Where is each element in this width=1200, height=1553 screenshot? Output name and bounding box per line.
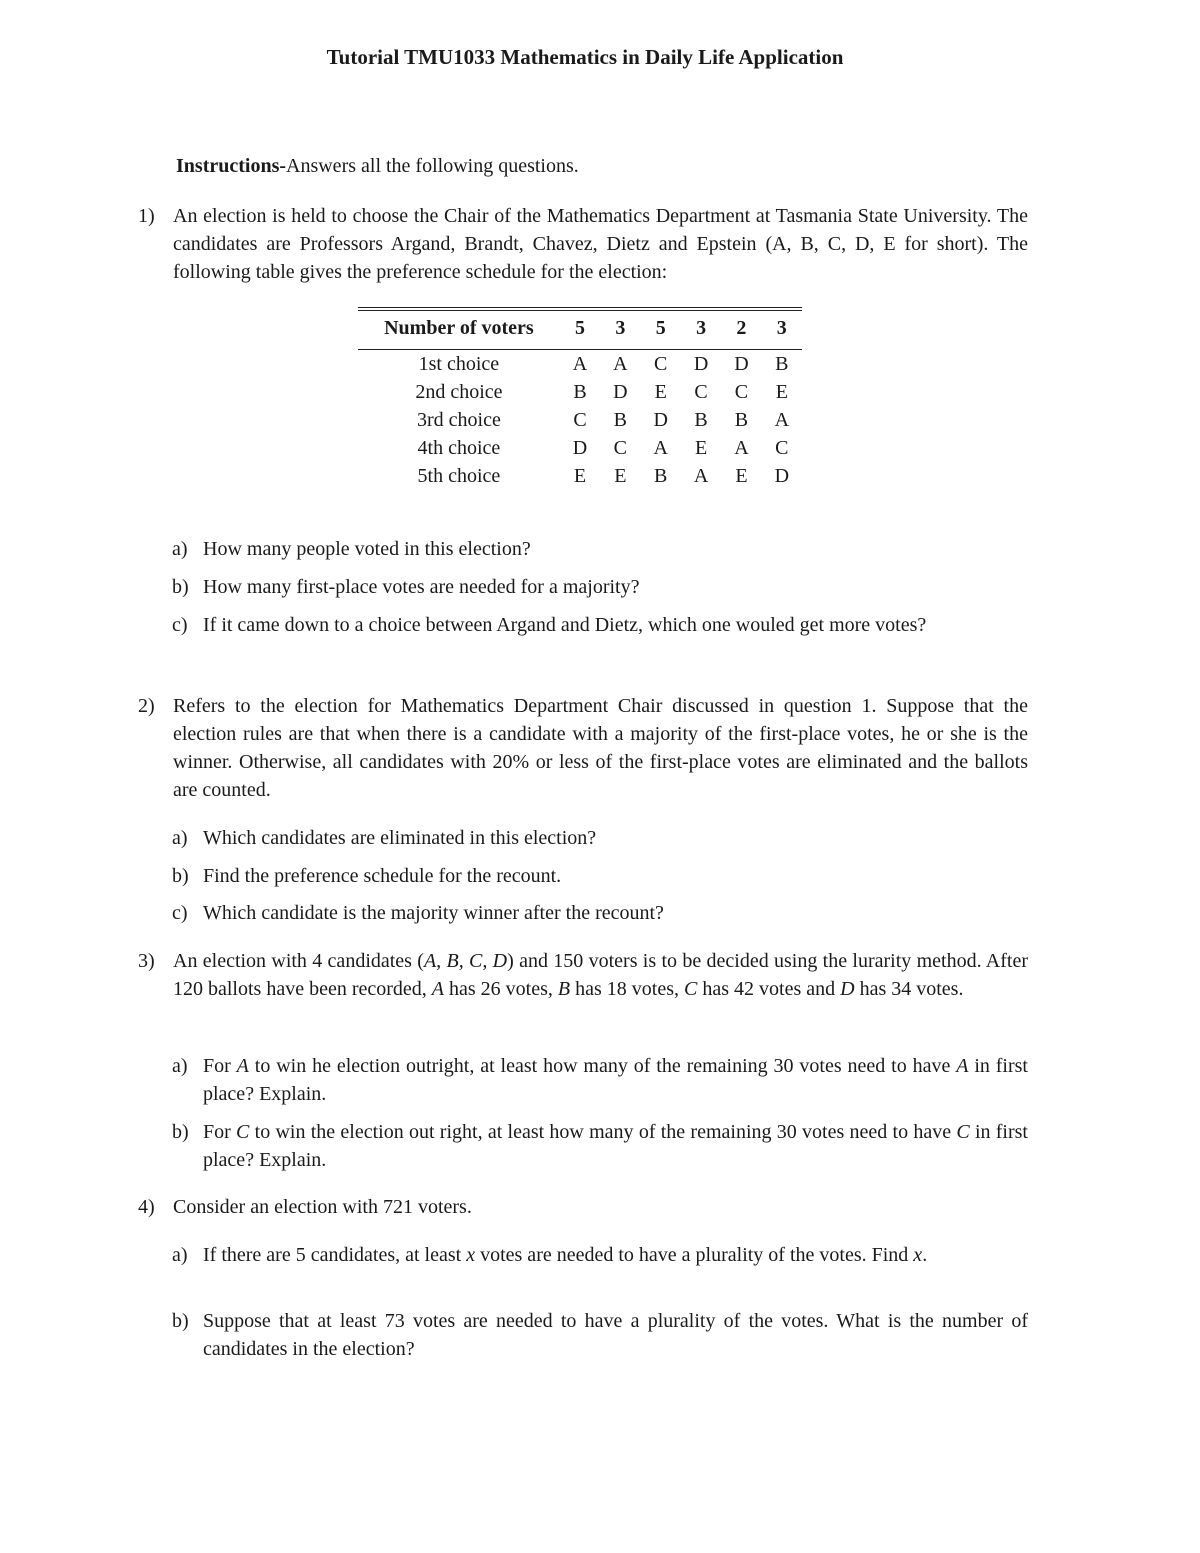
- table-cell: C: [573, 408, 587, 431]
- sub-label: b): [172, 1121, 189, 1143]
- table-cell: B: [694, 408, 708, 431]
- sub-label: c): [172, 614, 188, 636]
- table-cell: C: [654, 352, 668, 375]
- sub-text: Which candidate is the majority winner after the recount?: [203, 902, 664, 924]
- table-cell: A: [693, 464, 709, 487]
- table-cell: C: [694, 380, 708, 403]
- table-row: [358, 406, 802, 434]
- question-1: [138, 202, 1028, 286]
- question-2b: [172, 862, 1028, 890]
- question-2: [138, 692, 1028, 804]
- sub-label: a): [172, 1055, 188, 1077]
- table-cell: B: [613, 408, 628, 431]
- table-row: [358, 350, 802, 378]
- sub-text: Suppose that at least 73 votes are needed to have a plurality of the votes. What is the number of candidates in the election?: [203, 1310, 1028, 1360]
- question-text: Refers to the election for Mathematics Department Chair discussed in question 1. Suppose that the election rules are that when there is a candidate with a majority of the first-place votes, he or she is the winner. Otherwise, all candidates with 20% or less of the first-place votes are eliminated and the ballots are counted.: [173, 695, 1028, 801]
- table-row: [358, 434, 802, 462]
- sub-label: b): [172, 576, 189, 598]
- sub-label: c): [172, 902, 188, 924]
- row-label: 4th choice: [417, 436, 501, 459]
- table-cell: D: [693, 352, 709, 375]
- voter-count: 3: [696, 316, 707, 339]
- table-cell: D: [572, 436, 588, 459]
- question-1c: [172, 611, 1028, 639]
- table-row: [358, 462, 802, 490]
- question-2c: [172, 899, 1028, 927]
- sub-text: For C to win the election out right, at least how many of the remaining 30 votes need to have C in first place? Explain.: [203, 1121, 1028, 1171]
- row-label: 1st choice: [418, 352, 500, 375]
- row-label: 5th choice: [417, 464, 501, 487]
- table-cell: B: [654, 464, 668, 487]
- table-row: [358, 378, 802, 406]
- question-4a: [172, 1241, 1028, 1269]
- sub-text: If there are 5 candidates, at least x votes are needed to have a plurality of the votes. Find x.: [203, 1244, 928, 1266]
- question-3b: [172, 1118, 1028, 1174]
- sub-label: b): [172, 865, 189, 887]
- page-title: Tutorial TMU1033 Mathematics in Daily Life Application: [326, 45, 844, 69]
- question-4b: [172, 1307, 1028, 1363]
- table-cell: E: [654, 380, 667, 403]
- question-4: [138, 1193, 1028, 1221]
- question-2a: [172, 824, 1028, 852]
- instructions-text: Answers all the following questions.: [286, 155, 579, 177]
- table-header-row: [358, 311, 802, 345]
- question-text: An election with 4 candidates (A, B, C, D) and 150 voters is to be decided using the lurarity method. After 120 ballots have been recorded, A has 26 votes, B has 18 votes, C has 42 votes and D has 34 votes.: [173, 950, 1029, 1000]
- sub-text: Which candidates are eliminated in this election?: [203, 827, 597, 849]
- question-3: [138, 947, 1028, 1003]
- table-cell: E: [614, 464, 627, 487]
- row-label: 3rd choice: [416, 408, 501, 431]
- table-cell: A: [734, 436, 749, 459]
- table-cell: C: [613, 436, 628, 459]
- table-cell: C: [775, 436, 789, 459]
- sub-text: How many first-place votes are needed for a majority?: [203, 576, 640, 598]
- question-text: An election is held to choose the Chair of the Mathematics Department at Tasmania State University. The candidates are Professors Argand, Brandt, Chavez, Dietz and Epstein (A, B, C, D, E for short). The following table gives the preference schedule for the election:: [173, 205, 1028, 283]
- voter-count: 3: [615, 316, 626, 339]
- table-cell: E: [694, 436, 708, 459]
- table-cell: A: [572, 352, 588, 375]
- table-cell: E: [735, 464, 748, 487]
- sub-label: a): [172, 1244, 188, 1266]
- instructions-label: Instructions-: [176, 155, 287, 177]
- table-cell: E: [775, 380, 788, 403]
- table-cell: B: [775, 352, 789, 375]
- table-cell: A: [613, 352, 628, 375]
- voter-count: 3: [776, 316, 787, 339]
- table-cell: B: [573, 380, 587, 403]
- question-1b: [172, 573, 1028, 601]
- question-1a: [172, 535, 1028, 563]
- table-cell: D: [734, 352, 749, 375]
- voter-count: 2: [736, 316, 747, 339]
- question-number: 4): [138, 1196, 155, 1218]
- sub-text: For A to win he election outright, at least how many of the remaining 30 votes need to have A in first place? Explain.: [203, 1055, 1028, 1105]
- table-cell: C: [734, 380, 749, 403]
- table-cell: D: [653, 408, 668, 431]
- sub-text: How many people voted in this election?: [203, 538, 531, 560]
- instructions: [176, 155, 579, 178]
- sub-label: a): [172, 538, 188, 560]
- table-cell: A: [774, 408, 790, 431]
- sub-text: If it came down to a choice between Argand and Dietz, which one wouled get more votes?: [203, 614, 927, 636]
- table-header-label: Number of voters: [384, 316, 534, 339]
- sub-label: a): [172, 827, 188, 849]
- sub-label: b): [172, 1310, 189, 1332]
- question-3a: [172, 1052, 1028, 1108]
- voter-count: 5: [574, 316, 585, 339]
- table-cell: E: [573, 464, 587, 487]
- question-text: Consider an election with 721 voters.: [173, 1196, 472, 1218]
- question-number: 3): [138, 950, 155, 972]
- table-cell: B: [734, 408, 749, 431]
- table-cell: D: [613, 380, 628, 403]
- preference-schedule-table: [358, 307, 802, 490]
- table-cell: D: [774, 464, 790, 487]
- row-label: 2nd choice: [415, 380, 503, 403]
- voter-count: 5: [655, 316, 666, 339]
- question-number: 2): [138, 695, 155, 717]
- table-cell: A: [653, 436, 668, 459]
- sub-text: Find the preference schedule for the recount.: [203, 865, 562, 887]
- question-number: 1): [138, 205, 155, 227]
